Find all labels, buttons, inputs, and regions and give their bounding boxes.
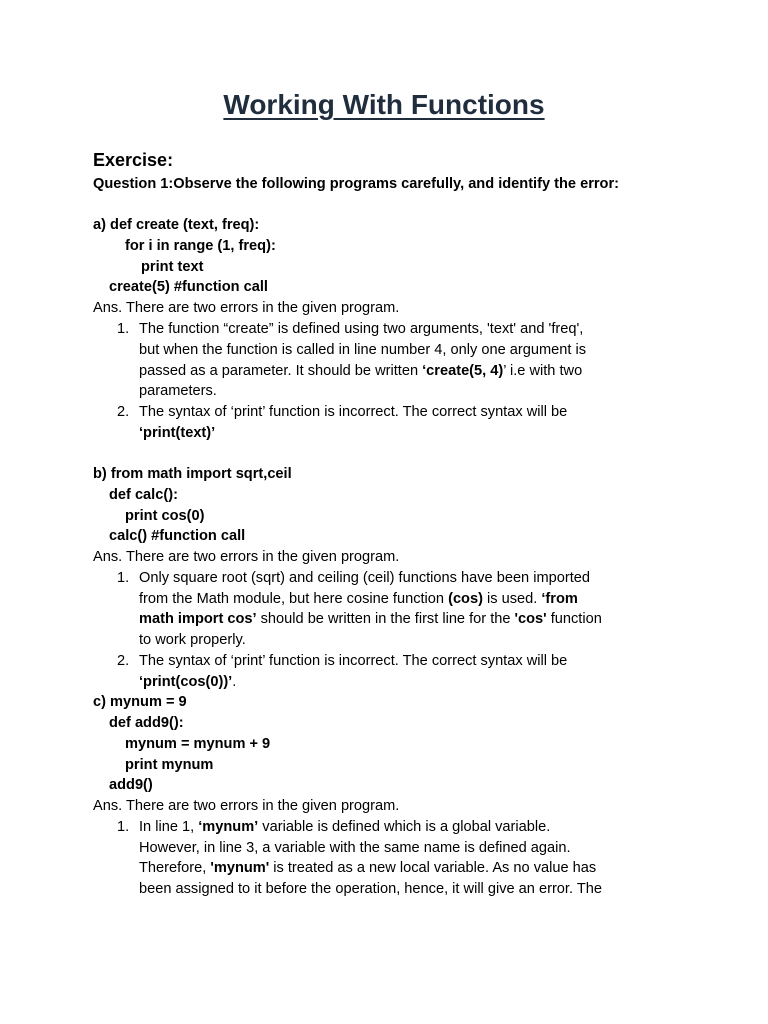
page-title: Working With Functions <box>223 89 545 120</box>
answer-b-item-2-line: ‘print(cos(0))’. <box>139 674 237 690</box>
answer-b-item-2-line: The syntax of ‘print’ function is incorrect. The correct syntax will be <box>139 653 568 669</box>
code-b-line-3: print cos(0) <box>125 508 205 524</box>
answer-c-item-1-line: In line 1, ‘mynum’ variable is defined which is a global variable. <box>139 819 551 835</box>
code-b-line-1: b) from math import sqrt,ceil <box>93 466 292 482</box>
code-a-line-2: for i in range (1, freq): <box>125 238 276 254</box>
list-number: 2. <box>117 653 130 669</box>
code-c-line-4: print mynum <box>125 757 214 773</box>
answer-b-item-1-line: math import cos’ should be written in the first line for the 'cos' function <box>139 611 602 627</box>
answer-b-item-1-line: to work properly. <box>139 632 246 648</box>
answer-a-item-2-line: ‘print(text)’ <box>139 425 216 441</box>
answer-a: Ans. There are two errors in the given program. <box>93 300 400 316</box>
answer-a-item-1-line: parameters. <box>139 383 217 399</box>
code-a-line-1: a) def create (text, freq): <box>93 217 260 233</box>
answer-b-item-1-line: Only square root (sqrt) and ceiling (ceil) functions have been imported <box>139 570 591 586</box>
list-number: 2. <box>117 404 130 420</box>
list-number: 1. <box>117 819 130 835</box>
answer-c-item-1-line: However, in line 3, a variable with the same name is defined again. <box>139 840 571 856</box>
code-a-line-4: create(5) #function call <box>109 279 268 295</box>
answer-a-item-1-line: passed as a parameter. It should be written ‘create(5, 4)’ i.e with two <box>139 363 583 379</box>
answer-b: Ans. There are two errors in the given program. <box>93 549 400 565</box>
answer-c-item-1-line: Therefore, 'mynum' is treated as a new local variable. As no value has <box>139 860 597 876</box>
code-c-line-2: def add9(): <box>109 715 184 731</box>
answer-c-item-1-line: been assigned to it before the operation, hence, it will give an error. The <box>139 881 602 897</box>
code-b-line-4: calc() #function call <box>109 528 246 544</box>
answer-a-item-2-line: The syntax of ‘print’ function is incorrect. The correct syntax will be <box>139 404 568 420</box>
answer-c: Ans. There are two errors in the given program. <box>93 798 400 814</box>
exercise-heading: Exercise: <box>93 150 174 170</box>
answer-a-item-1-line: The function “create” is defined using two arguments, 'text' and 'freq', <box>139 321 584 337</box>
code-c-line-1: c) mynum = 9 <box>93 694 187 710</box>
question-1: Question 1:Observe the following programs carefully, and identify the error: <box>93 176 620 192</box>
list-number: 1. <box>117 321 130 337</box>
code-a-line-3: print text <box>141 259 204 275</box>
code-c-line-5: add9() <box>109 777 153 793</box>
answer-a-item-1-line: but when the function is called in line number 4, only one argument is <box>139 342 586 358</box>
answer-b-item-1-line: from the Math module, but here cosine function (cos) is used. ‘from <box>139 591 578 607</box>
code-b-line-2: def calc(): <box>109 487 178 503</box>
code-c-line-3: mynum = mynum + 9 <box>125 736 271 752</box>
list-number: 1. <box>117 570 130 586</box>
